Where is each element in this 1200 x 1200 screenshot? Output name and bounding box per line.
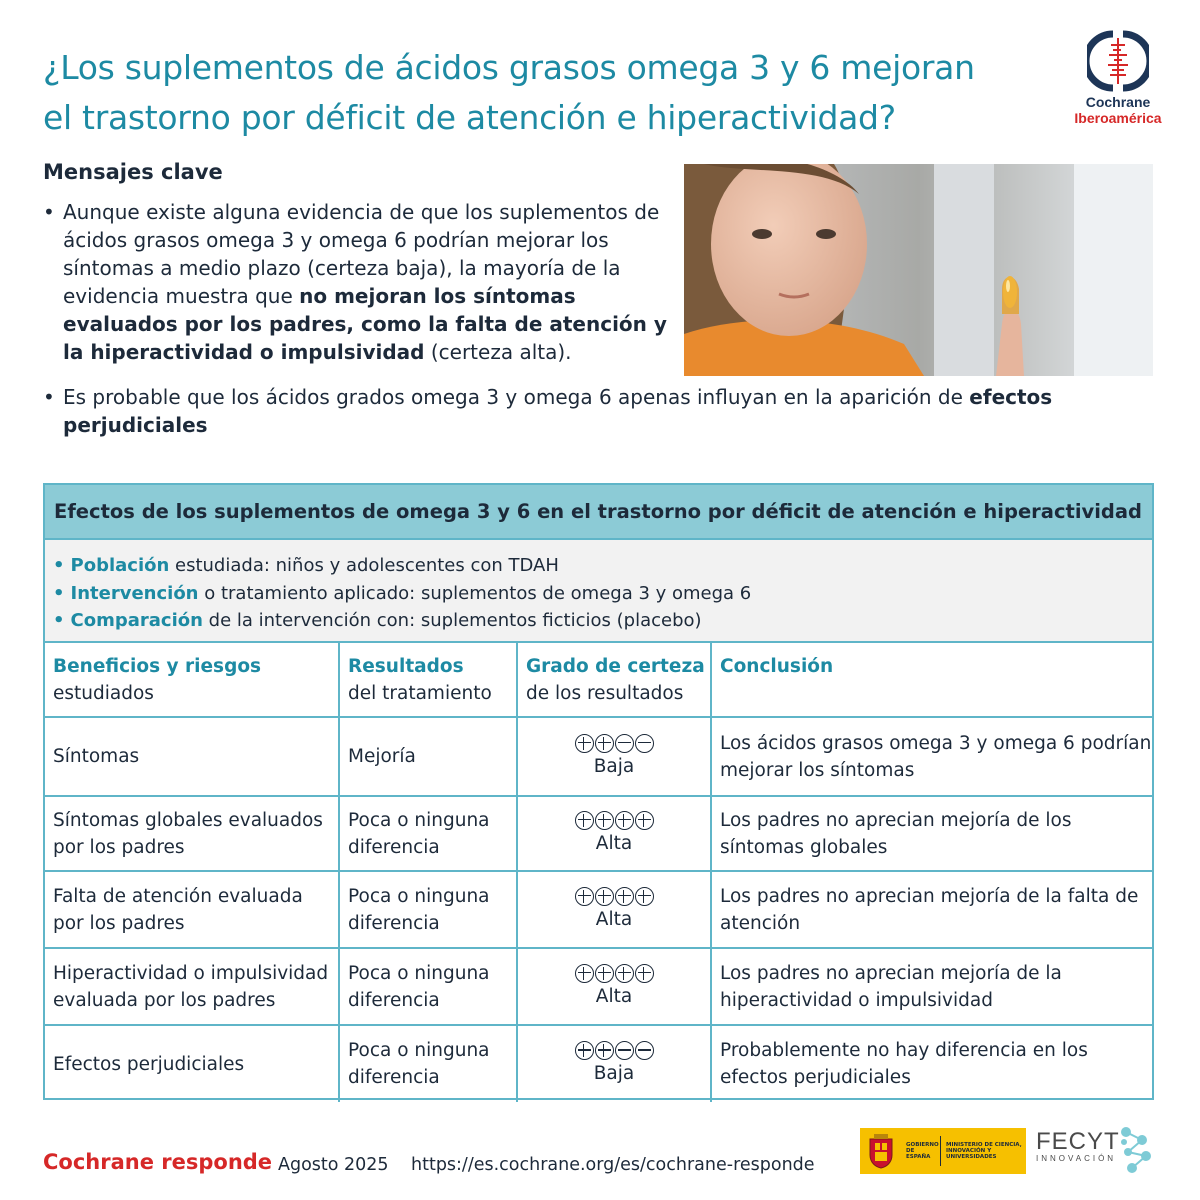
- cell-outcome: Síntomas globales evaluados por los padres: [45, 797, 340, 870]
- key-message-2-text: Es probable que los ácidos grados omega 3 y omega 6 apenas influyan en la aparición de: [63, 385, 970, 409]
- certainty-label: Alta: [595, 908, 633, 930]
- header-outcome: [45, 643, 340, 716]
- certainty-plus-icon: [635, 811, 654, 830]
- certainty-icons: [575, 734, 654, 753]
- fecyt-molecule-icon: [1118, 1126, 1154, 1178]
- table-title: Efectos de los suplementos de omega 3 y 6 en el trastorno por déficit de atención e hiperactividad: [45, 485, 1152, 540]
- certainty-plus-icon: [595, 811, 614, 830]
- table-header-row: [45, 643, 1152, 718]
- certainty-plus-icon: [575, 887, 594, 906]
- table-row: [45, 1026, 1152, 1102]
- certainty-icons: [575, 964, 654, 983]
- certainty-plus-icon: [615, 887, 634, 906]
- certainty-plus-icon: [595, 887, 614, 906]
- header-result: [340, 643, 518, 716]
- table-row: [45, 718, 1152, 797]
- certainty-plus-icon: [635, 964, 654, 983]
- coat-of-arms-icon: [866, 1133, 896, 1169]
- certainty-minus-icon: [615, 1041, 634, 1060]
- key-message-1-text: Aunque existe alguna evidencia de que los suplementos de ácidos grasos omega 3 y omega 6 podrían mejorar los síntomas a medio plazo (certeza baja), la mayoría de la evidencia muestra que: [63, 200, 660, 308]
- cell-result: Poca o ninguna diferencia: [340, 797, 518, 870]
- key-message-1: [43, 198, 673, 366]
- cell-outcome: Efectos perjudiciales: [45, 1026, 340, 1102]
- cell-conclusion: Los padres no aprecian mejoría de los síntomas globales: [720, 809, 1072, 858]
- photo-girl-holding-capsule: [684, 164, 1153, 376]
- pico-text: estudiada: niños y adolescentes con TDAH: [169, 555, 559, 576]
- cell-certainty: [518, 797, 712, 870]
- table-row: [45, 872, 1152, 949]
- bullet-icon: •: [43, 385, 55, 409]
- pico-comparison: • Comparación de la intervención con: suplementos ficticios (placebo): [53, 610, 702, 631]
- key-messages-heading: Mensajes clave: [43, 160, 223, 184]
- pico-text: de la intervención con: suplementos ficticios (placebo): [202, 610, 702, 631]
- pico-label: Comparación: [70, 610, 203, 631]
- key-message-2-bold: efectos perjudiciales: [63, 385, 1053, 437]
- certainty-plus-icon: [615, 811, 634, 830]
- certainty-plus-icon: [635, 887, 654, 906]
- logo-name: Cochrane: [1085, 94, 1151, 110]
- certainty-label: Alta: [595, 832, 633, 854]
- cell-result: Mejoría: [340, 718, 518, 795]
- cell-certainty: [518, 718, 712, 795]
- gov-left-text: GOBIERNO DE ESPAÑA: [906, 1142, 939, 1160]
- cell-certainty: [518, 949, 712, 1024]
- cell-result: Poca o ninguna diferencia: [340, 1026, 518, 1102]
- cell-outcome: Falta de atención evaluada por los padres: [45, 872, 340, 947]
- cell-conclusion: Los padres no aprecian mejoría de la hiperactividad o impulsividad: [720, 962, 1062, 1011]
- pico-label: Población: [70, 555, 170, 576]
- certainty-plus-icon: [595, 964, 614, 983]
- certainty-plus-icon: [595, 734, 614, 753]
- header-rest: estudiados: [53, 683, 154, 704]
- certainty-plus-icon: [575, 734, 594, 753]
- cell-certainty: [518, 872, 712, 947]
- table-row: [45, 949, 1152, 1026]
- key-message-1-bold: no mejoran los síntomas evaluados por los padres, como la falta de atención y la hiperactividad o impulsividad: [63, 284, 667, 364]
- cell-outcome: Síntomas: [45, 718, 340, 795]
- certainty-minus-icon: [635, 1041, 654, 1060]
- certainty-plus-icon: [595, 1041, 614, 1060]
- certainty-icons: [575, 1041, 654, 1060]
- certainty-plus-icon: [615, 964, 634, 983]
- summary-table: [43, 483, 1154, 1100]
- certainty-minus-icon: [615, 734, 634, 753]
- certainty-label: Alta: [595, 985, 633, 1007]
- header-rest: de los resultados: [526, 683, 684, 704]
- certainty-label: Baja: [593, 755, 635, 777]
- header-bold: Conclusión: [720, 656, 834, 677]
- cochrane-logo[interactable]: [1068, 30, 1168, 126]
- cell-result: Poca o ninguna diferencia: [340, 949, 518, 1024]
- pico-label: Intervención: [70, 582, 199, 604]
- cochrane-logo-icon: [1087, 30, 1149, 92]
- key-message-2: [43, 383, 1143, 439]
- gov-right-text: MINISTERIO DE CIENCIA, INNOVACIÓN Y UNIVERSIDADES: [946, 1142, 1022, 1160]
- footer-date: Agosto 2025: [278, 1155, 389, 1175]
- header-bold: Grado de certeza: [526, 656, 705, 677]
- footer-brand: Cochrane responde: [43, 1150, 273, 1174]
- footer-url-link[interactable]: https://es.cochrane.org/es/cochrane-responde: [411, 1155, 815, 1175]
- header-bold: Beneficios y riesgos: [53, 656, 262, 677]
- cell-certainty: [518, 1026, 712, 1102]
- spain-government-logo: [860, 1128, 1026, 1174]
- page-title: ¿Los suplementos de ácidos grasos omega 3 y 6 mejoran el trastorno por déficit de atención e hiperactividad?: [43, 48, 975, 137]
- cell-outcome: Hiperactividad o impulsividad evaluada por los padres: [45, 949, 340, 1024]
- fecyt-subtitle: INNOVACIÓN: [1036, 1154, 1117, 1163]
- table-row: [45, 797, 1152, 872]
- key-message-1-end: (certeza alta).: [424, 340, 572, 364]
- header-bold: Resultados: [348, 656, 464, 677]
- cell-conclusion: Los padres no aprecian mejoría de la falta de atención: [720, 885, 1139, 934]
- cell-conclusion: Los ácidos grasos omega 3 y omega 6 podrían mejorar los síntomas: [720, 732, 1152, 781]
- certainty-plus-icon: [575, 1041, 594, 1060]
- pico-intervention: • Intervención o tratamiento aplicado: suplementos de omega 3 y omega 6: [53, 582, 752, 604]
- fecyt-logo: [1036, 1128, 1120, 1163]
- pico-box: [45, 540, 1152, 643]
- cell-result: Poca o ninguna diferencia: [340, 872, 518, 947]
- certainty-minus-icon: [635, 734, 654, 753]
- pico-population: • Población estudiada: niños y adolescentes con TDAH: [53, 555, 559, 576]
- header-rest: del tratamiento: [348, 683, 492, 704]
- bullet-icon: •: [43, 200, 55, 224]
- certainty-label: Baja: [593, 1063, 635, 1084]
- certainty-plus-icon: [575, 964, 594, 983]
- certainty-icons: [575, 887, 654, 906]
- header-conclusion: [712, 643, 1152, 716]
- certainty-icons: [575, 811, 654, 830]
- pico-text: o tratamiento aplicado: suplementos de omega 3 y omega 6: [198, 582, 752, 604]
- cell-conclusion: Probablemente no hay diferencia en los efectos perjudiciales: [720, 1040, 1088, 1088]
- logo-region: Iberoamérica: [1074, 110, 1162, 126]
- certainty-plus-icon: [575, 811, 594, 830]
- fecyt-name: FECYT: [1036, 1128, 1120, 1155]
- header-certainty: [518, 643, 712, 716]
